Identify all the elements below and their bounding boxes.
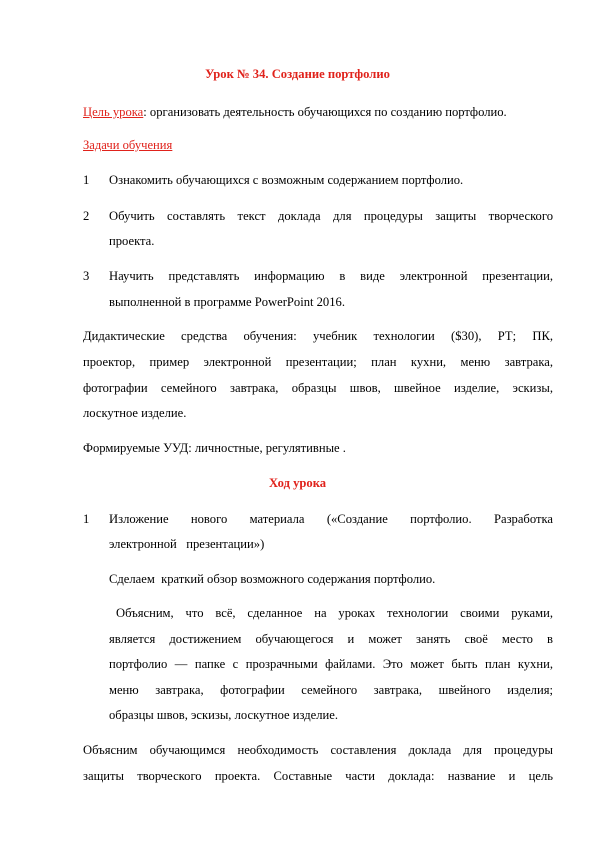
task-1-line-1: Ознакомить обучающихся с возможным содержанием портфолио. xyxy=(109,173,464,187)
explain-line-3: портфолио — папке с прозрачными файлами. Это может быть план кухни, xyxy=(109,657,553,671)
task-2-line-2: проекта. xyxy=(109,234,155,248)
goal-text: : организовать деятельность обучающихся по созданию портфолио. xyxy=(143,105,507,119)
didactic-line-2: проектор, пример электронной презентации; план кухни, меню завтрака, xyxy=(83,355,553,369)
task-1-number: 1 xyxy=(83,173,90,187)
progress-heading: Ход урока xyxy=(268,476,327,490)
didactic-line-4: лоскутное изделие. xyxy=(83,406,187,420)
explain-line-2: является достижением обучающегося и может занять своё место в xyxy=(109,632,553,646)
task-3-number: 3 xyxy=(83,269,90,283)
tasks-heading: Задачи обучения xyxy=(83,138,173,152)
lesson-goal xyxy=(83,104,507,120)
progress-item-1-line-2: электронной презентации») xyxy=(109,537,265,551)
task-2-number: 2 xyxy=(83,209,90,223)
progress-item-1-line-1: Изложение нового материала («Создание портфолио. Разработка xyxy=(109,512,553,526)
didactic-line-1: Дидактические средства обучения: учебник технологии ($30), РТ; ПК, xyxy=(83,329,553,343)
explain-line-1: Объясним, что всё, сделанное на уроках технологии своими руками, xyxy=(116,606,553,620)
task-3-line-1: Научить представлять информацию в виде электронной презентации, xyxy=(109,269,553,283)
didactic-line-3: фотографии семейного завтрака, образцы швов, швейное изделие, эскизы, xyxy=(83,381,553,395)
progress-item-1-number: 1 xyxy=(83,512,90,526)
task-2-line-1: Обучить составлять текст доклада для процедуры защиты творческого xyxy=(109,209,553,223)
explain-line-5: образцы швов, эскизы, лоскутное изделие. xyxy=(109,708,338,722)
task-3-line-2: выполненной в программе PowerPoint 2016. xyxy=(109,295,345,309)
overview-line: Сделаем краткий обзор возможного содержания портфолио. xyxy=(109,572,436,586)
uud-line: Формируемые УУД: личностные, регулятивные . xyxy=(83,441,346,455)
goal-label: Цель урока xyxy=(83,105,144,119)
explain-line-4: меню завтрака, фотографии семейного завтрака, швейного изделия; xyxy=(109,683,553,697)
lesson-title: Урок № 34. Создание портфолио xyxy=(205,67,390,81)
final-line-2: защиты творческого проекта. Составные части доклада: название и цель xyxy=(83,769,553,783)
final-line-1: Объясним обучающимся необходимость составления доклада для процедуры xyxy=(83,743,553,757)
